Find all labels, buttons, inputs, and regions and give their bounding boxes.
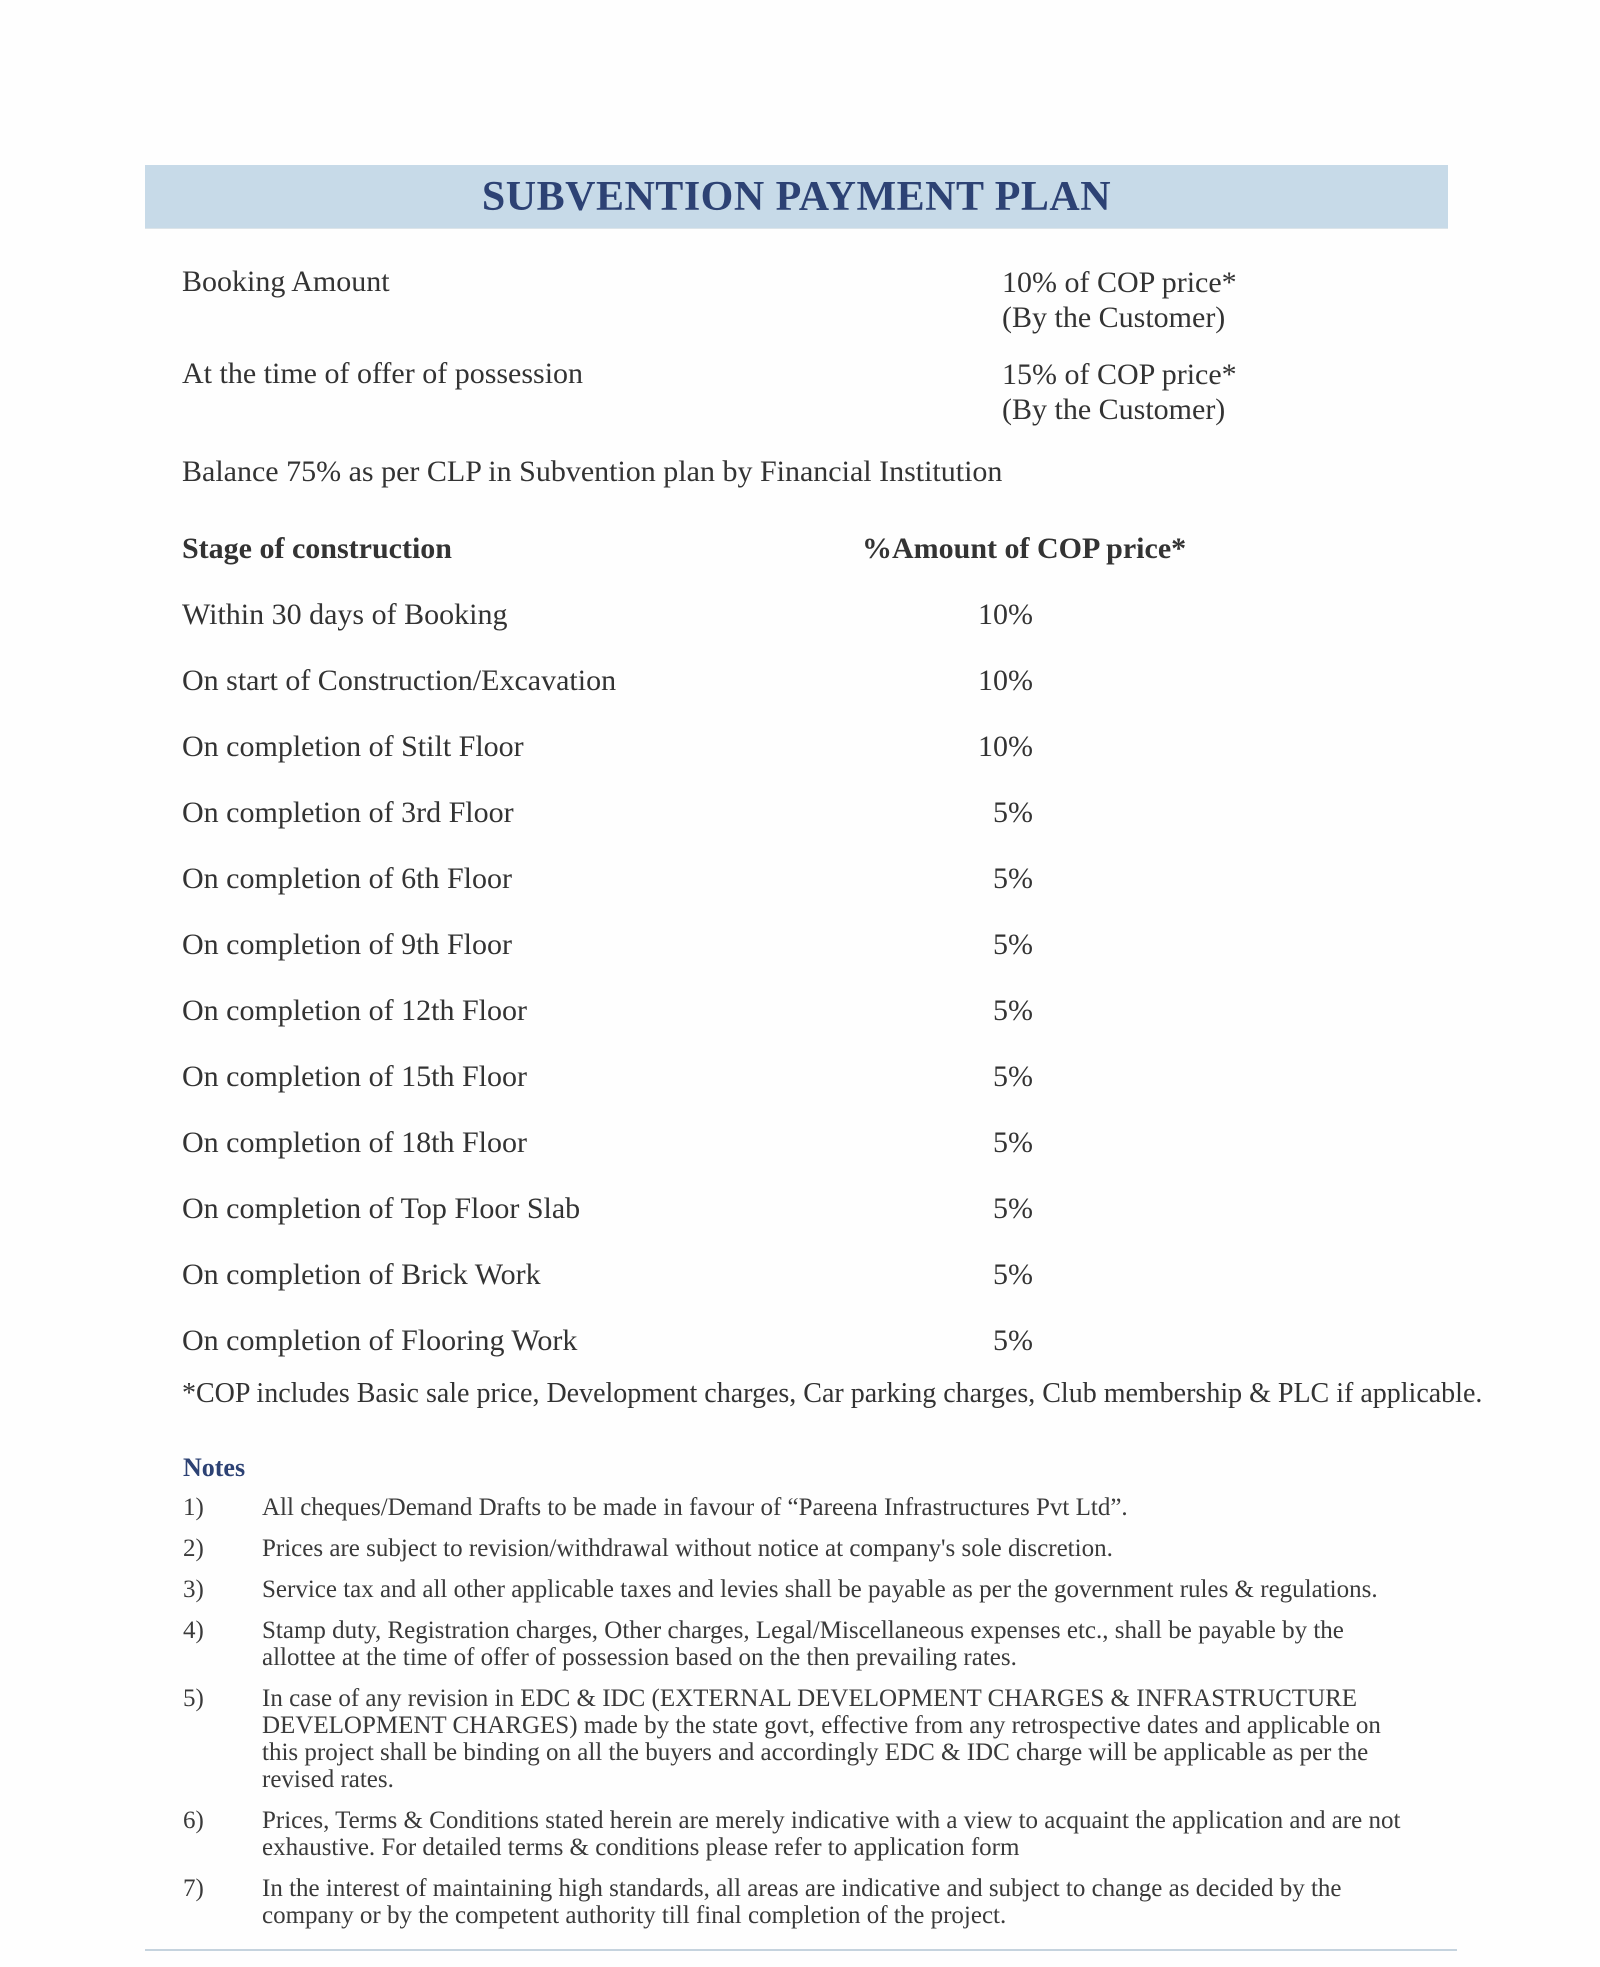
table-row bbox=[182, 862, 1033, 928]
stage-cell: On completion of 6th Floor bbox=[182, 862, 512, 895]
notes-section bbox=[183, 1453, 1433, 1943]
table-row bbox=[182, 730, 1033, 796]
stage-cell: On completion of 15th Floor bbox=[182, 1060, 527, 1093]
note-text: In the interest of maintaining high standards, all areas are indicative and subject to change as decided by the company or by the competent authority till final completion of the project. bbox=[262, 1875, 1342, 1929]
amount-cell: 5% bbox=[993, 1060, 1033, 1093]
amount-cell: 5% bbox=[993, 1258, 1033, 1291]
payment-stage-table bbox=[182, 532, 1187, 1390]
note-number: 2) bbox=[183, 1535, 204, 1562]
intro-value-note: (By the Customer) bbox=[1002, 393, 1226, 426]
note-number: 7) bbox=[183, 1875, 204, 1902]
intro-value-block bbox=[1002, 265, 1237, 335]
cop-footnote: *COP includes Basic sale price, Development charges, Car parking charges, Club membership & PLC if applicable. bbox=[182, 1378, 1483, 1409]
balance-line: Balance 75% as per CLP in Subvention plan by Financial Institution bbox=[182, 455, 1003, 488]
intro-row-booking-amount bbox=[182, 265, 1332, 334]
note-text: In case of any revision in EDC & IDC (EXTERNAL DEVELOPMENT CHARGES & INFRASTRUCTURE DEVELOPMENT CHARGES) made by the state govt, effective from any retrospective dates and applicable on this project shall be binding on all the buyers and accordingly EDC & IDC charge will be applicable as per the revised rates. bbox=[262, 1685, 1381, 1793]
table-row bbox=[182, 928, 1033, 994]
note-number: 5) bbox=[183, 1685, 204, 1712]
table-row bbox=[182, 598, 1033, 664]
note-item bbox=[183, 1617, 1433, 1671]
table-header-row bbox=[182, 532, 1187, 598]
stage-cell: On completion of 12th Floor bbox=[182, 994, 527, 1027]
stage-cell: On completion of 3rd Floor bbox=[182, 796, 514, 829]
intro-label: Booking Amount bbox=[182, 265, 390, 298]
note-item bbox=[183, 1685, 1433, 1793]
amount-cell: 5% bbox=[993, 1126, 1033, 1159]
intro-label: At the time of offer of possession bbox=[182, 357, 584, 390]
stage-cell: On completion of Top Floor Slab bbox=[182, 1192, 581, 1225]
stage-cell: On completion of Brick Work bbox=[182, 1258, 541, 1291]
note-text: All cheques/Demand Drafts to be made in favour of “Pareena Infrastructures Pvt Ltd”. bbox=[262, 1494, 1128, 1521]
notes-heading: Notes bbox=[183, 1453, 246, 1482]
note-item bbox=[183, 1807, 1433, 1861]
table-row bbox=[182, 994, 1033, 1060]
stage-cell: On start of Construction/Excavation bbox=[182, 664, 617, 697]
amount-cell: 5% bbox=[993, 862, 1033, 895]
stage-cell: On completion of 9th Floor bbox=[182, 928, 512, 961]
note-item bbox=[183, 1875, 1433, 1929]
table-row bbox=[182, 664, 1033, 730]
note-number: 6) bbox=[183, 1807, 204, 1834]
amount-cell: 10% bbox=[978, 598, 1033, 631]
stage-cell: On completion of Stilt Floor bbox=[182, 730, 524, 763]
stage-cell: Within 30 days of Booking bbox=[182, 598, 508, 631]
note-text: Prices are subject to revision/withdrawal without notice at company's sole discretion. bbox=[262, 1535, 1113, 1562]
note-number: 4) bbox=[183, 1617, 204, 1644]
table-row bbox=[182, 1060, 1033, 1126]
table-row bbox=[182, 1192, 1033, 1258]
intro-value-block bbox=[1002, 357, 1237, 427]
stage-cell: On completion of 18th Floor bbox=[182, 1126, 527, 1159]
note-item bbox=[183, 1494, 1433, 1521]
note-item bbox=[183, 1535, 1433, 1562]
note-text: Prices, Terms & Conditions stated herein are merely indicative with a view to acquaint the application and are not exhaustive. For detailed terms & conditions please refer to application form bbox=[262, 1807, 1401, 1861]
intro-value-note: (By the Customer) bbox=[1002, 301, 1226, 334]
note-item bbox=[183, 1576, 1433, 1603]
amount-cell: 5% bbox=[993, 928, 1033, 961]
page-title: SUBVENTION PAYMENT PLAN bbox=[481, 173, 1112, 220]
note-number: 3) bbox=[183, 1576, 204, 1603]
intro-value: 15% of COP price* bbox=[1002, 358, 1237, 391]
table-row bbox=[182, 1126, 1033, 1192]
intro-row-possession bbox=[182, 357, 1332, 426]
column-header-amount: %Amount of COP price* bbox=[862, 532, 1187, 565]
footer-divider bbox=[145, 1949, 1457, 1951]
table-row bbox=[182, 796, 1033, 862]
amount-cell: 10% bbox=[978, 730, 1033, 763]
note-text: Service tax and all other applicable taxes and levies shall be payable as per the government rules & regulations. bbox=[262, 1576, 1378, 1603]
amount-cell: 5% bbox=[993, 1192, 1033, 1225]
amount-cell: 10% bbox=[978, 664, 1033, 697]
amount-cell: 5% bbox=[993, 1324, 1033, 1357]
header-band bbox=[145, 165, 1448, 228]
stage-cell: On completion of Flooring Work bbox=[182, 1324, 578, 1357]
column-header-stage: Stage of construction bbox=[182, 532, 452, 565]
intro-value: 10% of COP price* bbox=[1002, 266, 1237, 299]
note-number: 1) bbox=[183, 1494, 204, 1521]
note-text: Stamp duty, Registration charges, Other charges, Legal/Miscellaneous expenses etc., shall be payable by the allottee at the time of offer of possession based on the then prevailing rates. bbox=[262, 1617, 1344, 1671]
amount-cell: 5% bbox=[993, 994, 1033, 1027]
table-row bbox=[182, 1258, 1033, 1324]
amount-cell: 5% bbox=[993, 796, 1033, 829]
